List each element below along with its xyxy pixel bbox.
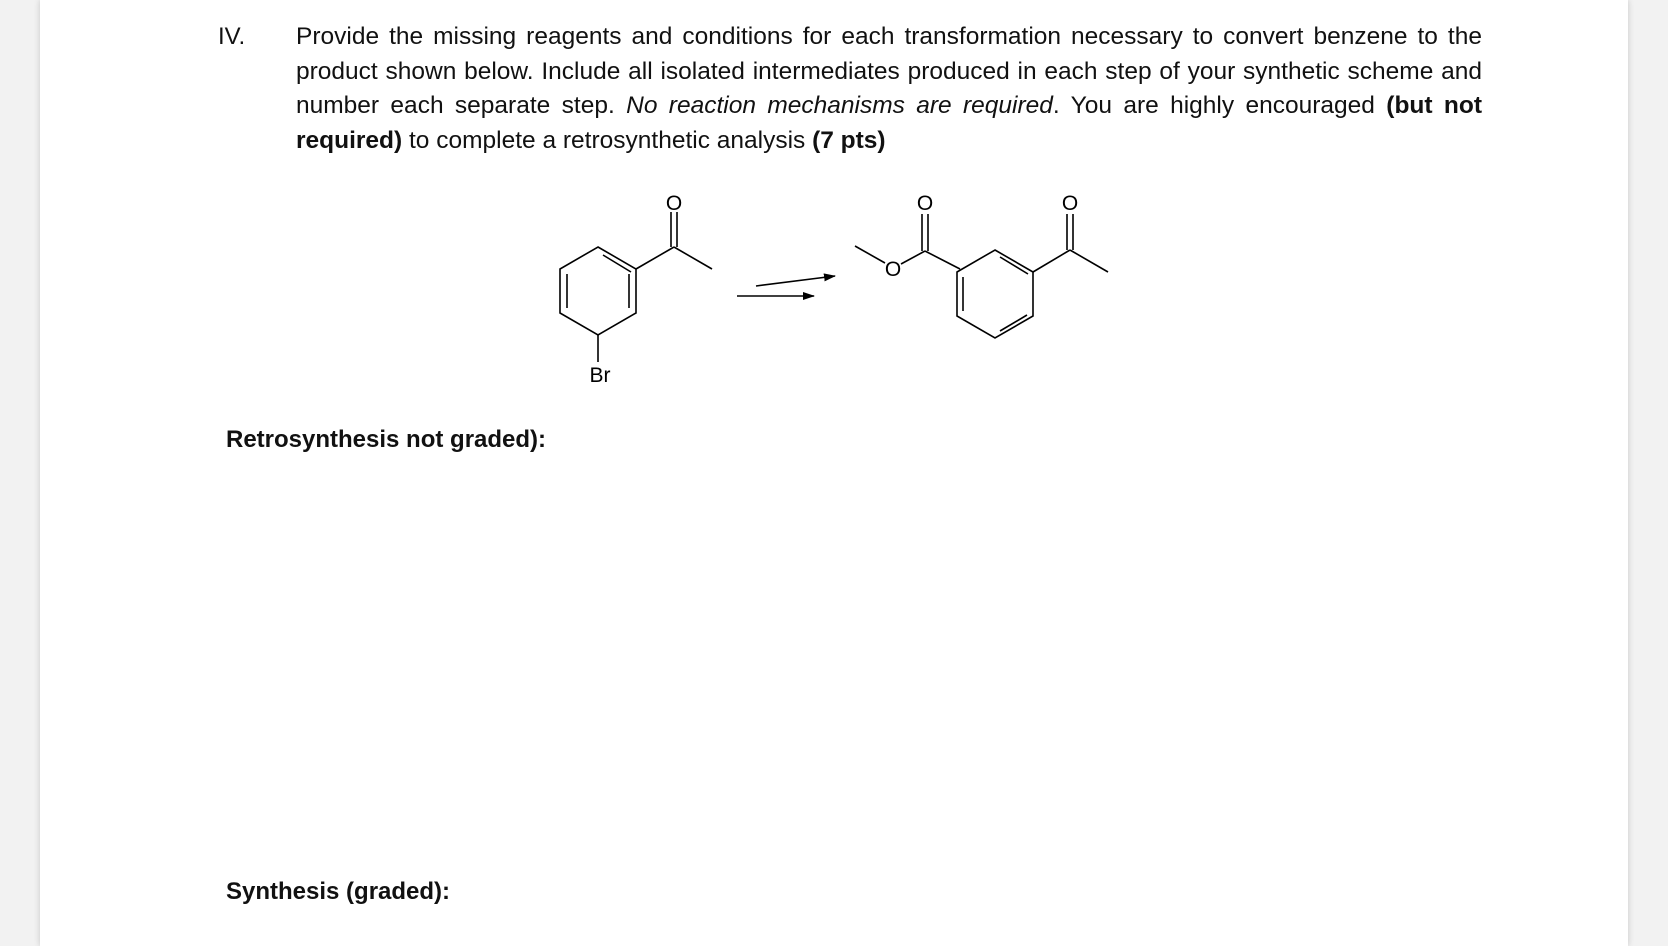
ketone-oxygen-label: O (1061, 192, 1079, 215)
prompt-text-1: Provide the missing reagents and conditions for each transformation necessary to convert benzene to the product shown below. Include all isolated intermediates produced in each step of your synthetic scheme and number each separate step. (296, 23, 1482, 119)
retrosynthetic-arrow (737, 276, 835, 296)
ester-ether-oxygen-label: O (884, 258, 902, 281)
prompt-points: (7 pts) (812, 126, 886, 154)
question-number: IV. (218, 23, 246, 50)
prompt-italic-text: No reaction mechanisms are required (626, 92, 1053, 119)
starting-material-oxygen-label: O (665, 192, 683, 215)
synthesis-label: Synthesis (graded): (226, 878, 451, 905)
prompt-text-3: to complete a retrosynthetic analysis (402, 126, 813, 154)
document-page (40, 0, 1628, 946)
bromine-label: Br (589, 364, 611, 387)
retrosynthesis-label: Retrosynthesis not graded): (226, 426, 547, 453)
ester-carbonyl-oxygen-label: O (916, 192, 934, 215)
prompt-text-2: . You are highly encouraged (1052, 92, 1387, 119)
reaction-scheme (40, 0, 1628, 420)
starting-material-structure (560, 212, 712, 362)
prompt-bold-text-1: (but not required) (296, 92, 1482, 154)
